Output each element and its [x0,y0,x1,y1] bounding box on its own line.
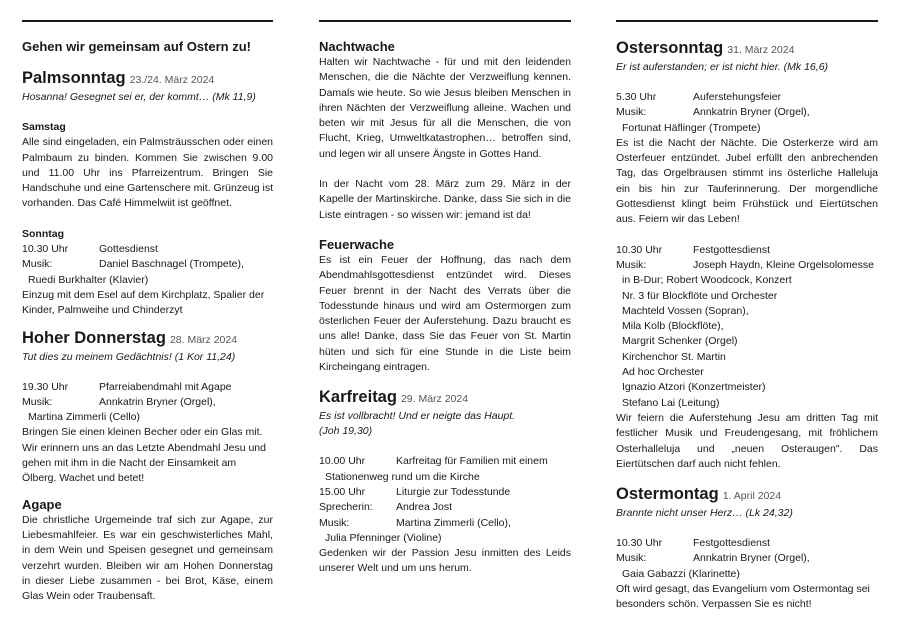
feuerwache-title: Feuerwache [319,236,395,252]
section-agape [22,497,273,605]
schedule-value: Martina Zimmerli (Cello), [396,516,511,529]
samstag-label: Samstag [22,121,66,133]
schedule-row [616,243,878,258]
schedule-indent: Nr. 3 für Blockflöte und Orchester [622,289,778,302]
schedule-value: Andrea Jost [396,501,453,514]
schedule-row [22,395,273,410]
schedule-row [22,242,273,257]
ostersonntag-title [616,39,878,60]
column-2 [319,20,571,577]
ostersonntag-title-text: Ostersonntag [616,39,724,57]
nachtwache-text-2: In der Nacht vom 28. März zum 29. März in der Kapelle der Martinskirche. Danke, dass Sie sich in die Liste eintragen - so wissen wir: jemand ist da! [319,178,571,221]
schedule-row [319,485,571,500]
schedule-key: Musik: [22,395,53,408]
ostermontag-title-text: Ostermontag [616,485,719,504]
section-ostermontag [616,485,878,612]
top-rule [616,20,878,22]
section-feuerwache [319,237,571,375]
schedule-value: Gottesdienst [99,243,158,256]
section-nachtwache [319,39,571,223]
schedule-indent: Fortunat Häflinger (Trompete) [622,121,761,134]
schedule-indent: Mila Kolb (Blockflöte), [622,320,724,333]
main-heading: Gehen wir gemeinsam auf Ostern zu! [22,39,251,54]
ostermontag-text: Oft wird gesagt, das Evangelium vom Ostermontag sei besonders schön. Verpassen Sie es nicht! [616,583,870,611]
agape-text: Die christliche Urgemeinde traf sich zur Agape, zur Liebesmahlfeier. Es war ein geschwisterliches Mahl, in dem Wein und Speisen gesegnet und gemeinsam verzehrt wurden. Bleiben wir am Hohen Donnerstag in dieser Liebe zusammen - bei Brot, Käse, einem Glas Wein oder Traubensaft. [22,513,273,603]
schedule-value: Annkatrin Bryner (Orgel), [693,106,810,119]
ostersonntag-subtitle: Er ist auferstanden; er ist nicht hier. (Mk 16,6) [616,61,829,73]
schedule-value: Auferstehungsfeier [693,91,782,103]
schedule-key: Musik: [616,552,647,565]
schedule-row [319,454,571,469]
schedule-key: 10.00 Uhr [319,455,366,468]
schedule-indent: Kirchenchor St. Martin [622,350,726,363]
schedule-value: Joseph Haydn, Kleine Orgelsolomesse [693,258,874,271]
agape-title: Agape [22,496,62,512]
schedule-value: Karfreitag für Familien mit einem [396,455,548,468]
schedule-row [319,516,571,531]
schedule-row [22,380,273,395]
donnerstag-subtitle: Tut dies zu meinem Gedächtnis! (1 Kor 11,24) [22,350,236,363]
karfreitag-text: Gedenken wir der Passion Jesu inmitten des Leids unserer Welt und um uns herum. [319,547,571,575]
schedule-indent: Machteld Vossen (Sopran), [622,304,749,317]
schedule-row [319,500,571,515]
schedule-key: Sprecherin: [319,501,373,514]
schedule-key: Musik: [616,258,647,271]
schedule-key: 10.30 Uhr [616,537,663,550]
donnerstag-title [22,329,273,350]
palmsonntag-title [22,69,273,90]
top-rule [319,20,571,22]
donnerstag-title-text: Hoher Donnerstag [22,328,166,347]
schedule-indent: in B-Dur; Robert Woodcock, Konzert [622,274,792,287]
top-rule [22,20,273,22]
schedule-row [616,258,878,273]
schedule-key: Musik: [22,258,53,271]
samstag-text: Alle sind eingeladen, ein Palmsträusschen oder einen Palmbaum zu binden. Kommen Sie zwischen 9.00 und 11.00 Uhr ins Pfarreizentrum. Bringen Sie Handschuhe und eine Gartenschere mit. Grünzeug ist vorhanden. Das Café Himmelwiit ist geöffnet. [22,136,273,210]
schedule-value: Liturgie zur Todesstunde [396,485,511,498]
donnerstag-date: 28. März 2024 [169,333,238,346]
ostermontag-date: 1. April 2024 [722,490,782,503]
schedule-indent: Stationenweg rund um die Kirche [325,470,480,483]
schedule-key: 19.30 Uhr [22,380,69,393]
palmsonntag-subtitle: Hosanna! Gesegnet sei er, der kommt… (Mk 11,9) [22,91,256,103]
nachtwache-text: Halten wir Nachtwache - für und mit den leidenden Menschen, die die Nächte der Verzweiflung kennen. Damals wie heute. So wie Jesus bleiben Menschen in ihren Nächten der Verzweiflung alleine. Wachen und beten wir mit Jesus für all die Menschen, die von Flucht, Krieg, Umweltkatastrophen… betroffen sind, und legen wir all unsere Ängste in Gottes Hand. [319,56,571,160]
ostermontag-subtitle: Brannte nicht unser Herz… (Lk 24,32) [616,507,793,520]
schedule-indent: Ignazio Atzori (Konzertmeister) [622,381,766,394]
karfreitag-subtitle-ref: (Joh 19,30) [319,425,373,438]
schedule-indent: Julia Pfenninger (Violine) [325,531,442,544]
sonntag-label: Sonntag [22,227,64,240]
schedule-row [616,551,878,566]
schedule-row [616,105,878,120]
schedule-key: Musik: [616,106,647,119]
schedule-row [616,90,878,105]
schedule-value: Pfarreiabendmahl mit Agape [99,380,232,393]
ostersonntag-text: Es ist die Nacht der Nächte. Die Osterkerze wird am Osterfeuer entzündet. Jubel erfüllt den anbrechenden Tag, das Orgelbrausen stimmt ins österliche Halleluja ein bis hin zur Tauferinnerung. Der morgendliche Gottesdienst klingt beim Frühstück und Eiertütschen aus. Feiern wir das Leben! [616,136,878,226]
donnerstag-text: Bringen Sie einen kleinen Becher oder ein Glas mit. Wir erinnern uns an das Letzte Abendmahl Jesu und gehen mit ihm in die Nacht der Einsamkeit am Ölberg. Wachet und betet! [22,426,266,485]
schedule-key: 10.30 Uhr [22,243,69,256]
schedule-key: 10.30 Uhr [616,243,663,256]
section-palmsonntag [22,69,273,319]
schedule-row [22,257,273,272]
palmsonntag-note: Einzug mit dem Esel auf dem Kirchplatz, Spalier der Kinder, Palmweihe und Chinderzyt [22,288,265,317]
section-ostersonntag [616,39,878,472]
schedule-value: Annkatrin Bryner (Orgel), [99,395,216,408]
ostersonntag-text-2: Wir feiern die Auferstehung Jesu am dritten Tag mit festlicher Musik und Freudengesang, mit fröhlichem Osterhalleluja und „neuen Osteraugen". Das Eiertütschen darf auch nicht fehlen. [616,411,878,470]
schedule-indent: Gaia Gabazzi (Klarinette) [622,567,740,580]
schedule-key: 15.00 Uhr [319,485,366,498]
column-3 [616,20,878,613]
schedule-indent: Stefano Lai (Leitung) [622,396,720,409]
nachtwache-title: Nachtwache [319,39,395,54]
karfreitag-subtitle: Es ist vollbracht! Und er neigte das Haupt. [319,410,516,423]
section-karfreitag [319,388,571,576]
palmsonntag-title-text: Palmsonntag [22,69,126,87]
schedule-indent: Ad hoc Orchester [622,366,704,379]
ostersonntag-date: 31. März 2024 [727,44,795,56]
schedule-key: Musik: [319,516,350,529]
schedule-indent: Margrit Schenker (Orgel) [622,335,738,348]
schedule-value: Festgottesdienst [693,243,771,256]
feuerwache-text: Es ist ein Feuer der Hoffnung, das nach dem Abendmahlsgottesdienst entzündet wird. Dieses Feuer brennt in der Nacht des Verrats über die Todesstunde hinaus und wird am Ostermorgen zum österlichen Feuer der Auferstehung. Dazu braucht es uns alle! Danke, dass Sie das Feuer von St. Martin hüten und sich für eine Stunde in die Liste beim Kircheingang eintragen. [319,253,571,374]
schedule-value: Annkatrin Bryner (Orgel), [693,552,810,565]
column-1 [22,20,273,604]
karfreitag-title [319,388,571,409]
schedule-row [616,536,878,551]
schedule-value: Daniel Baschnagel (Trompete), [99,258,244,271]
palmsonntag-date: 23./24. März 2024 [129,74,215,86]
section-hoher-donnerstag [22,329,273,487]
ostermontag-title [616,485,878,506]
schedule-indent: Martina Zimmerli (Cello) [28,411,141,424]
schedule-indent: Ruedi Burkhalter (Klavier) [28,273,149,286]
schedule-value: Festgottesdienst [693,537,771,550]
schedule-key: 5.30 Uhr [616,91,657,103]
karfreitag-title-text: Karfreitag [319,388,397,407]
karfreitag-date: 29. März 2024 [400,393,469,406]
